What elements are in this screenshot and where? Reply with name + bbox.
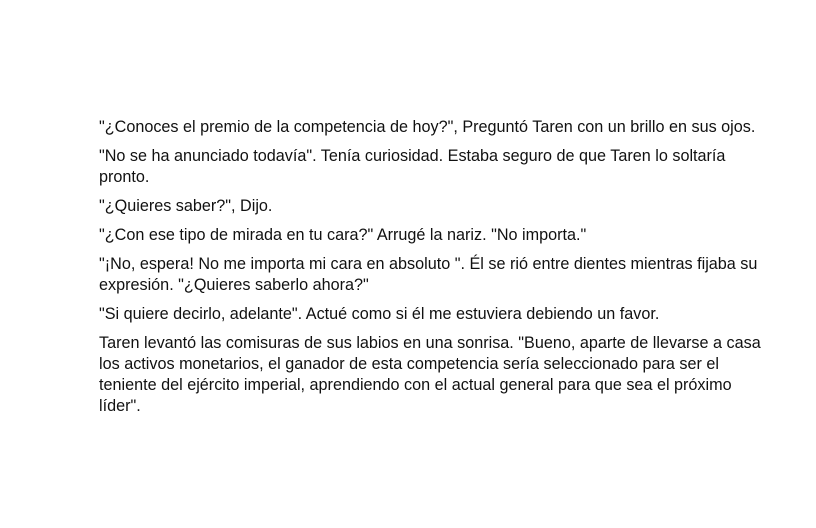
- story-text: [99, 117, 764, 425]
- paragraph-6: "Si quiere decirlo, adelante". Actué como si él me estuviera debiendo un favor.: [99, 305, 660, 323]
- paragraph-1: "¿Conoces el premio de la competencia de hoy?", Preguntó Taren con un brillo en sus ojos.: [99, 118, 756, 136]
- paragraph-2: "No se ha anunciado todavía". Tenía curiosidad. Estaba seguro de que Taren lo soltaría pronto.: [99, 147, 726, 186]
- paragraph-3: "¿Quieres saber?", Dijo.: [99, 197, 273, 215]
- paragraph-4: "¿Con ese tipo de mirada en tu cara?" Arrugé la nariz. "No importa.": [99, 226, 587, 244]
- paragraph-7: Taren levantó las comisuras de sus labios en una sonrisa. "Bueno, aparte de llevarse a casa los activos monetarios, el ganador de esta competencia sería seleccionado para ser el teniente del ejército imperial, aprendiendo con el actual general para que sea el próximo líder".: [99, 334, 761, 415]
- paragraph-5: "¡No, espera! No me importa mi cara en absoluto ". Él se rió entre dientes mientras fijaba su expresión. "¿Quieres saberlo ahora?": [99, 255, 758, 294]
